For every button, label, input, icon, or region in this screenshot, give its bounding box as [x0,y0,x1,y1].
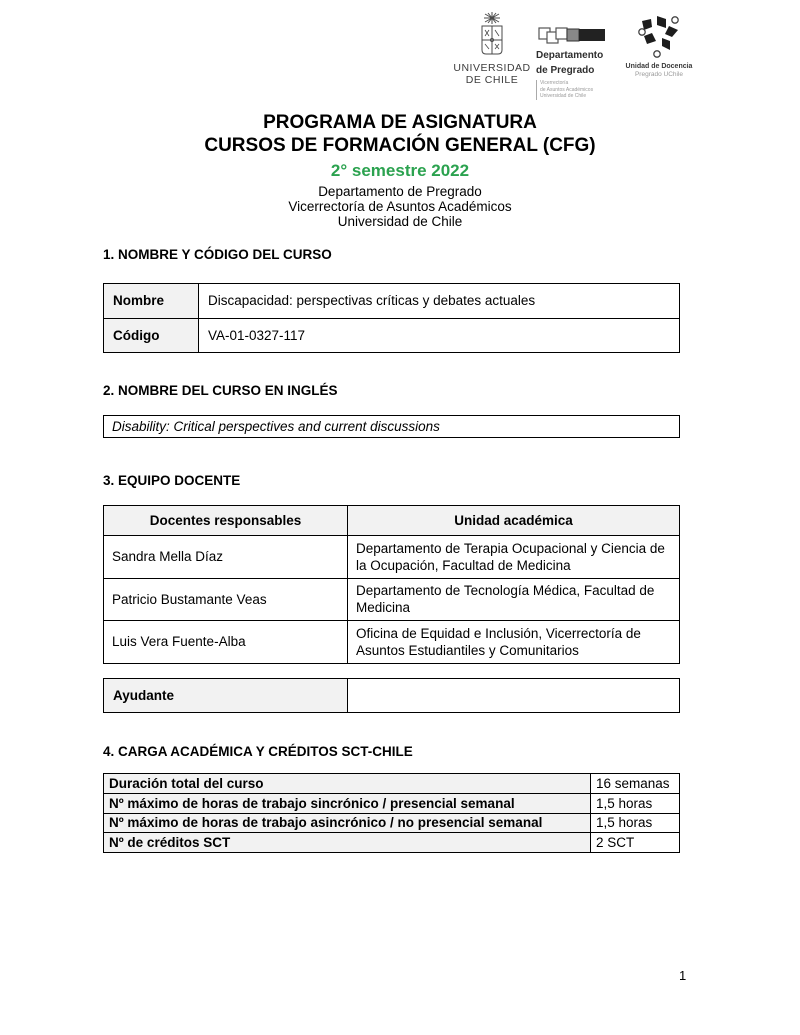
load-row-value: 16 semanas [591,774,680,794]
title-block [0,111,800,229]
table-row [104,833,680,853]
teacher-name: Luis Vera Fuente-Alba [104,621,348,664]
teacher-unit: Departamento de Terapia Ocupacional y Ciencia de la Ocupación, Facultad de Medicina [348,536,680,579]
course-code-label: Código [104,318,199,353]
course-name-code-table [103,283,680,353]
page-number: 1 [679,968,687,983]
semester-label: 2° semestre 2022 [330,161,470,180]
docencia-logo-text-line2: Pregrado UChile [634,71,684,78]
header-logos [453,12,698,100]
document-title-line2: CURSOS DE FORMACIÓN GENERAL (CFG) [204,135,596,156]
teacher-unit: Departamento de Tecnología Médica, Facultad de Medicina [348,578,680,621]
course-name-value: Discapacidad: perspectivas críticas y debates actuales [199,284,680,319]
section-4-heading: 4. CARGA ACADÉMICA Y CRÉDITOS SCT-CHILE [103,744,413,759]
table-row [104,536,680,579]
docencia-logo-text-line1: Unidad de Docencia [625,63,693,70]
pregrado-logo-text-line2: de Pregrado [536,65,595,76]
academic-load-table [103,773,680,853]
pregrado-logo-smalltext: Vicerrectoría de Asuntos Académicos Universidad de Chile [536,80,593,100]
course-name-label: Nombre [104,284,199,319]
docencia-pinwheel-icon [636,12,682,58]
assistant-value [348,679,680,713]
unidad-docencia-logo [620,12,698,79]
pregrado-logo-text-line1: Departamento [536,50,604,61]
departamento-pregrado-logo [536,12,612,100]
document-title-line1: PROGRAMA DE ASIGNATURA [263,112,537,133]
teacher-name: Patricio Bustamante Veas [104,578,348,621]
title-subtitle-3: Universidad de Chile [337,214,463,229]
uchile-crest-icon [470,12,514,62]
load-row-label: Duración total del curso [104,774,591,794]
load-row-label: Nº máximo de horas de trabajo asincrónico / no presencial semanal [104,813,591,833]
column-header-docentes: Docentes responsables [104,506,348,536]
assistant-label: Ayudante [104,679,348,713]
title-subtitle-1: Departamento de Pregrado [318,184,482,199]
table-row [104,813,680,833]
table-row [104,621,680,664]
course-code-value: VA-01-0327-117 [199,318,680,353]
load-row-label: Nº de créditos SCT [104,833,591,853]
teaching-team-table [103,505,680,664]
table-row [104,793,680,813]
teacher-unit: Oficina de Equidad e Inclusión, Vicerrectoría de Asuntos Estudiantiles y Comunitarios [348,621,680,664]
uchile-logo-text-line2: DE CHILE [465,74,519,86]
uchile-logo-text-line1: UNIVERSIDAD [453,62,531,74]
load-row-label: Nº máximo de horas de trabajo sincrónico / presencial semanal [104,793,591,813]
section-3-heading: 3. EQUIPO DOCENTE [103,473,241,488]
table-row [104,284,680,319]
section-1-heading: 1. NOMBRE Y CÓDIGO DEL CURSO [103,247,332,262]
table-row [104,679,680,713]
table-row [104,774,680,794]
pregrado-squares-icon [538,26,608,46]
table-row [104,578,680,621]
universidad-de-chile-logo [453,12,531,86]
assistant-table [103,678,680,713]
title-subtitle-2: Vicerrectoría de Asuntos Académicos [288,199,512,214]
table-row [104,318,680,353]
section-2-heading: 2. NOMBRE DEL CURSO EN INGLÉS [103,383,338,398]
load-row-value: 2 SCT [591,833,680,853]
column-header-unidad: Unidad académica [348,506,680,536]
teacher-name: Sandra Mella Díaz [104,536,348,579]
english-course-name-box [103,415,680,438]
english-course-name: Disability: Critical perspectives and current discussions [112,419,440,434]
load-row-value: 1,5 horas [591,793,680,813]
table-header-row [104,506,680,536]
load-row-value: 1,5 horas [591,813,680,833]
